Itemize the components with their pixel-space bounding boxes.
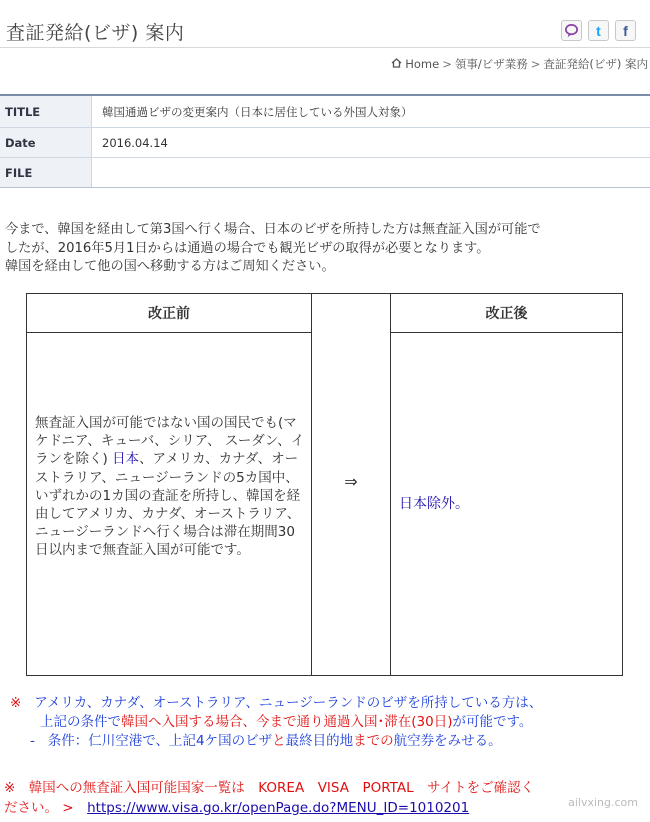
note-text: が可能です。: [452, 714, 533, 730]
info-value-file: [92, 158, 650, 187]
twitter-icon[interactable]: [588, 20, 609, 41]
info-key-title: TITLE: [0, 96, 92, 127]
note-text: 最終目的地: [285, 733, 354, 749]
before-highlight-japan: 日本: [112, 451, 140, 468]
breadcrumb-item-visa[interactable]: 査証発給(ビザ) 案内: [543, 57, 648, 71]
note-line: [4, 798, 650, 818]
note-text-red: までの: [353, 733, 394, 749]
speech-bubble-icon[interactable]: [561, 20, 582, 41]
breadcrumb-separator: >: [442, 57, 452, 71]
facebook-glyph: f: [623, 22, 628, 39]
share-buttons: [561, 20, 636, 41]
watermark: ailvxing.com: [568, 796, 638, 809]
arrow-icon: ⇒: [344, 472, 358, 491]
note-text: 上記の条件で: [40, 714, 121, 730]
header-after: 改正後: [485, 306, 528, 322]
intro-paragraph: [5, 221, 650, 277]
before-text-part: 無査証入国が可能ではない国の国民でも(マケドニア、キューバ、シリア、 スーダン、イランを除く): [35, 415, 305, 468]
note-dash: -: [30, 733, 35, 749]
note-line: [10, 732, 650, 751]
after-rule-text: 日本除外。: [399, 496, 469, 512]
note-mark: ※: [10, 695, 22, 711]
page-header: [0, 0, 650, 48]
breadcrumb-home[interactable]: Home: [405, 57, 440, 71]
comparison-table: [26, 293, 623, 676]
info-key-file: FILE: [0, 158, 92, 187]
note-text: 航空券をみせる。: [393, 733, 502, 749]
post-info-table: [0, 94, 650, 188]
info-row-title: [0, 96, 650, 128]
note-line: ※ 韓国への無査証入国可能国家一覧は KOREA VISA PORTAL サイトをご確認く: [4, 780, 535, 796]
info-value-date: 2016.04.14: [102, 135, 168, 150]
note-line: [10, 694, 650, 713]
header-before: 改正前: [148, 306, 190, 322]
info-row-file: [0, 158, 650, 188]
breadcrumb: [391, 56, 648, 72]
breadcrumb-item-consular[interactable]: 領事/ビザ業務: [454, 57, 528, 71]
before-rule-text: [35, 414, 305, 560]
note-line: [10, 713, 650, 732]
info-key-date: Date: [0, 128, 92, 157]
note-text: 条件：仁川空港で、上記4ケ国のビザ: [47, 733, 273, 749]
note-text: アメリカ、カナダ、オーストラリア、ニュージーランドのビザを所持している方は、: [34, 695, 543, 711]
note-text-red: 韓国へ入国する場合、今まで通り通過入国･滞在(30日): [121, 714, 453, 730]
table-divider: [390, 294, 391, 675]
note-text-red: と: [272, 733, 286, 749]
twitter-glyph: t: [596, 22, 601, 39]
intro-line: 韓国を経由して他の国へ移動する方はご周知ください。: [5, 259, 335, 274]
facebook-icon[interactable]: [615, 20, 636, 41]
info-value-title: 韓国通過ビザの変更案内（日本に居住している外国人対象）: [102, 104, 413, 119]
visa-portal-link[interactable]: https://www.visa.go.kr/openPage.do?MENU_ID=1010201: [87, 800, 470, 816]
note-text: ださい。 >: [4, 800, 88, 816]
note-visa-holders: [10, 694, 650, 751]
note-visa-portal: [4, 778, 650, 818]
before-text-part: 、アメリカ、カナダ、オーストラリア、ニュージーランドの5カ国中、いずれかの1カ国の査証を所持し、韓国を経由してアメリカ、カナダ、オーストラリア、ニュージーランドへ行く場合は滞在期間30日以内まで無査証入国が可能です。: [35, 451, 301, 559]
intro-line: 今まで、韓国を経由して第3国へ行く場合、日本のビザを所持した方は無査証入国が可能で: [5, 222, 541, 237]
table-divider: [390, 332, 622, 333]
breadcrumb-separator: >: [530, 57, 541, 71]
table-divider: [27, 332, 312, 333]
info-row-date: [0, 128, 650, 158]
home-icon: [391, 57, 402, 71]
page-title: 査証発給(ビザ) 案内: [6, 22, 185, 44]
intro-line: したが、2016年5月1日からは通過の場合でも観光ビザの取得が必要となります。: [5, 240, 490, 256]
